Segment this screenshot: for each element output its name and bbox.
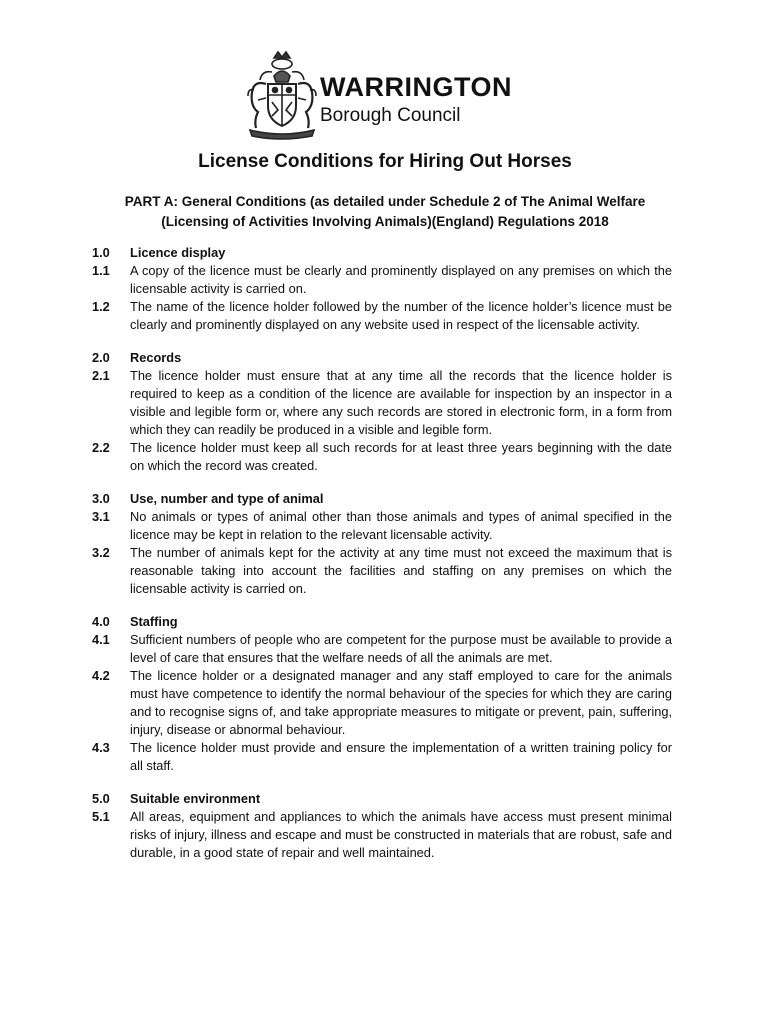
section-heading <box>92 244 672 262</box>
part-heading: PART A: General Conditions (as detailed under Schedule 2 of The Animal Welfare (Licensing of Activities Involving Animals)(England) Regulations 2018 <box>124 194 646 229</box>
section-heading <box>92 349 672 367</box>
section-title: Records <box>130 350 182 365</box>
clause-number: 2.2 <box>92 440 110 455</box>
section-heading <box>92 613 672 631</box>
brand-name: WARRINGTON <box>320 72 512 102</box>
section-title: Suitable environment <box>130 791 261 806</box>
section-number: 3.0 <box>92 491 110 506</box>
clause <box>92 544 672 598</box>
clause-number: 4.1 <box>92 632 110 647</box>
section-licence-display <box>92 244 672 334</box>
section-suitable-environment <box>92 790 672 862</box>
clause-number: 3.1 <box>92 509 110 524</box>
council-logo <box>244 50 534 140</box>
clause-text: Sufficient numbers of people who are competent for the purpose must be available to provide a level of care that ensures that the welfare needs of all the animals are met. <box>130 632 672 665</box>
section-number: 4.0 <box>92 614 110 629</box>
section-heading <box>92 490 672 508</box>
document-body <box>92 244 672 877</box>
clause <box>92 262 672 298</box>
clause <box>92 367 672 439</box>
section-title: Staffing <box>130 614 178 629</box>
clause-number: 5.1 <box>92 809 110 824</box>
section-title: Licence display <box>130 245 226 260</box>
clause-text: All areas, equipment and appliances to which the animals have access must present minimal risks of injury, illness and escape and must be constructed in materials that are robust, safe and durable, in a good state of repair and well maintained. <box>130 809 672 860</box>
clause-text: The name of the licence holder followed by the number of the licence holder’s licence must be clearly and prominently displayed on any website used in respect of the licensable activity. <box>130 299 672 332</box>
section-number: 5.0 <box>92 791 110 806</box>
brand-subtitle: Borough Council <box>320 105 461 126</box>
clause <box>92 508 672 544</box>
clause <box>92 667 672 739</box>
clause-text: A copy of the licence must be clearly and prominently displayed on any premises on which the licensable activity is carried on. <box>130 263 672 296</box>
clause-number: 1.1 <box>92 263 110 278</box>
clause <box>92 739 672 775</box>
clause-text: The licence holder must provide and ensure the implementation of a written training policy for all staff. <box>130 740 672 773</box>
section-number: 1.0 <box>92 245 110 260</box>
clause-text: The licence holder or a designated manager and any staff employed to care for the animals must have competence to identify the normal behaviour of the species for which they are caring and to recognise signs of, and take appropriate measures to mitigate or prevent, pain, suffering, injury, disease or abnormal behaviour. <box>130 668 672 737</box>
clause-text: The licence holder must ensure that at any time all the records that the licence holder is required to keep as a condition of the licence are available for inspection by an inspector in a visible and legible form or, where any such records are stored in electronic form, in a form from which they can readily be produced in a visible and legible form. <box>130 368 672 437</box>
clause-number: 1.2 <box>92 299 110 314</box>
clause-number: 4.3 <box>92 740 110 755</box>
clause <box>92 631 672 667</box>
section-records <box>92 349 672 475</box>
section-heading <box>92 790 672 808</box>
clause-text: The licence holder must keep all such records for at least three years beginning with the date on which the record was created. <box>130 440 672 473</box>
clause <box>92 439 672 475</box>
section-number: 2.0 <box>92 350 110 365</box>
clause-number: 4.2 <box>92 668 110 683</box>
coat-of-arms-icon <box>244 50 320 140</box>
clause <box>92 808 672 862</box>
document-title: License Conditions for Hiring Out Horses <box>198 151 572 172</box>
section-use-number-type <box>92 490 672 598</box>
section-title: Use, number and type of animal <box>130 491 324 506</box>
section-staffing <box>92 613 672 775</box>
clause-text: The number of animals kept for the activity at any time must not exceed the maximum that is reasonable taking into account the facilities and staffing on any premises on which the licensable activity is carried on. <box>130 545 672 596</box>
clause-number: 2.1 <box>92 368 110 383</box>
clause-number: 3.2 <box>92 545 110 560</box>
clause <box>92 298 672 334</box>
clause-text: No animals or types of animal other than those animals and types of animal specified in the licence may be kept in relation to the relevant licensable activity. <box>130 509 672 542</box>
